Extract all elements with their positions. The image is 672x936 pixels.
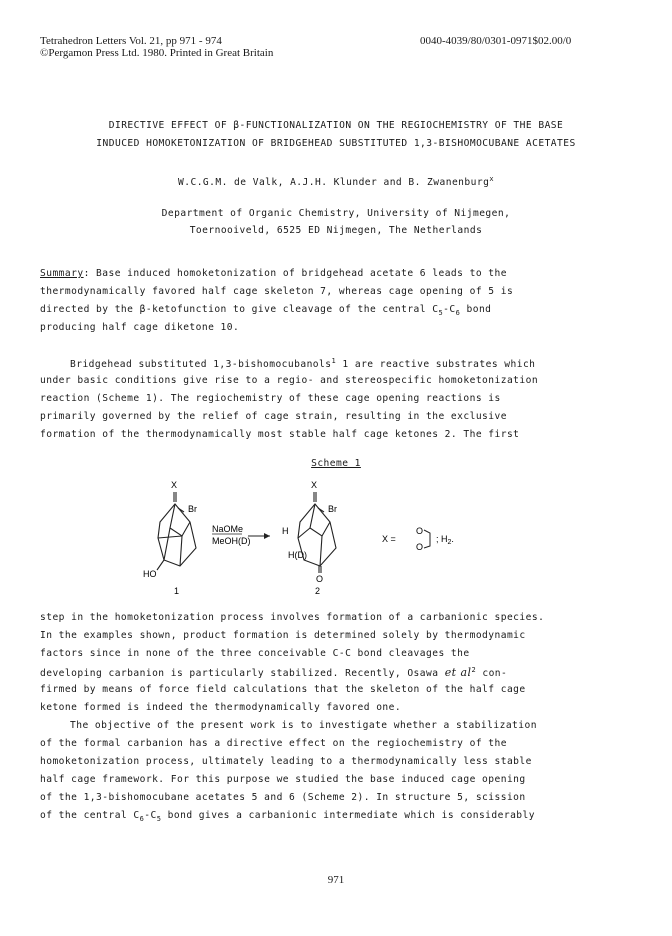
para2-line-5: firmed by means of force field calculations that the skeleton of the half cage: [40, 684, 526, 695]
para3-line-4: half cage framework. For this purpose we studied the base induced cage opening: [40, 774, 526, 785]
scheme-1-diagram: [130, 478, 530, 598]
summary-3b: 5: [438, 309, 444, 317]
para3-6d: 5: [156, 815, 162, 823]
summary-3d: 6: [455, 309, 461, 317]
para2-line-2: In the examples shown, product formation is determined solely by thermodynamic: [40, 630, 526, 641]
ketal-o-top: O: [416, 526, 424, 536]
para2-line-3: factors since in none of the three conceivable C-C bond cleavages the: [40, 648, 470, 659]
scheme-1-title: Scheme 1: [311, 458, 361, 469]
para3-line-2: of the formal carbanion has a directive effect on the regiochemistry of the: [40, 738, 507, 749]
c1-ho: HO: [143, 569, 157, 579]
para3-line-6: [40, 810, 535, 823]
ref-1: 1: [331, 357, 337, 365]
affiliation-line-1: Department of Organic Chemistry, University of Nijmegen,: [161, 208, 511, 219]
para3-line-1: The objective of the present work is to investigate whether a stabilization: [70, 720, 537, 731]
et-al: et al: [444, 666, 472, 679]
ref-2: 2: [471, 666, 477, 674]
ketal-o-bottom: O: [416, 542, 424, 552]
summary-3c: -C: [443, 304, 456, 315]
para1-1a: Bridgehead substituted 1,3-bishomocubanols: [70, 359, 332, 370]
para3-line-3: homoketonization process, ultimately leading to a thermodynamically less stable: [40, 756, 532, 767]
summary-line-2: thermodynamically favored half cage skeleton 7, whereas cage opening of 5 is: [40, 286, 514, 297]
summary-line-4: producing half cage diketone 10.: [40, 322, 240, 333]
authors-mark: x: [489, 175, 494, 183]
para3-6c: -C: [144, 810, 157, 821]
para2-4a: developing carbanion is particularly stabilized. Recently, Osawa: [40, 668, 445, 679]
para1-line-5: formation of the thermodynamically most stable half cage ketones 2. The first: [40, 429, 520, 440]
x-equals: X =: [382, 534, 396, 544]
journal-citation: [40, 35, 273, 59]
affiliation-line-2: Toernooiveld, 6525 ED Nijmegen, The Netherlands: [189, 225, 483, 236]
c2-o: O: [316, 574, 324, 584]
para1-line-2: under basic conditions give rise to a regio- and stereospecific homoketonization: [40, 375, 539, 386]
para2-line-4: [40, 666, 507, 679]
c2-hd: H(D): [288, 550, 307, 560]
summary-text-1: : Base induced homoketonization of bridgehead acetate 6 leads to the: [83, 268, 507, 279]
para1-line-4: primarily governed by the relief of cage strain, resulting in the exclusive: [40, 411, 507, 422]
c2-h: H: [282, 526, 289, 536]
article-code: 0040-4039/80/0301-0971$02.00/0: [420, 35, 572, 47]
c2-br: Br: [328, 504, 337, 514]
reagent-meoh: MeOH(D): [212, 536, 251, 546]
para3-line-5: of the 1,3-bishomocubane acetates 5 and 6 (Scheme 2). In structure 5, scission: [40, 792, 526, 803]
c1-br: Br: [188, 504, 197, 514]
page-number: 971: [327, 874, 345, 886]
compound-2-label: 2: [315, 586, 321, 596]
journal-line-1: Tetrahedron Letters Vol. 21, pp 971 - 974: [40, 35, 222, 47]
h2-option: ; $H_2$.: [436, 534, 454, 546]
para2-4b: con-: [476, 668, 508, 679]
c1-x: X: [171, 480, 178, 490]
journal-line-2: ©Pergamon Press Ltd. 1980. Printed in Great Britain: [40, 47, 274, 59]
c2-x: X: [311, 480, 318, 490]
para1-line-3: reaction (Scheme 1). The regiochemistry of these cage opening reactions is: [40, 393, 501, 404]
summary-3a: directed by the β-ketofunction to give cleavage of the central C: [40, 304, 439, 315]
compound-1-label: 1: [174, 586, 180, 596]
title-line-1: DIRECTIVE EFFECT OF β-FUNCTIONALIZATION ON THE REGIOCHEMISTRY OF THE BASE: [108, 120, 564, 131]
summary-line-1: [40, 268, 507, 279]
authors-names: W.C.G.M. de Valk, A.J.H. Klunder and B. Zwanenburg: [178, 177, 490, 188]
para3-6a: of the central C: [40, 810, 140, 821]
ketal-ring: [424, 530, 430, 548]
authors: [0, 175, 672, 188]
title-line-2: INDUCED HOMOKETONIZATION OF BRIDGEHEAD SUBSTITUTED 1,3-BISHOMOCUBANE ACETATES: [96, 138, 576, 149]
para3-6e: bond gives a carbanionic intermediate which is considerably: [161, 810, 535, 821]
summary-label: Summary: [40, 268, 84, 279]
para1-1b: 1 are reactive substrates which: [336, 359, 536, 370]
para3-6b: 6: [139, 815, 145, 823]
para2-line-6: ketone formed is indeed the thermodynamically favored one.: [40, 702, 402, 713]
para1-line-1: [70, 357, 535, 370]
summary-line-3: [40, 304, 491, 317]
para2-line-1: step in the homoketonization process involves formation of a carbanionic species.: [40, 612, 545, 623]
summary-3e: bond: [460, 304, 492, 315]
reagent-naome: NaOMe: [212, 524, 244, 534]
arrow-head: [264, 533, 270, 539]
